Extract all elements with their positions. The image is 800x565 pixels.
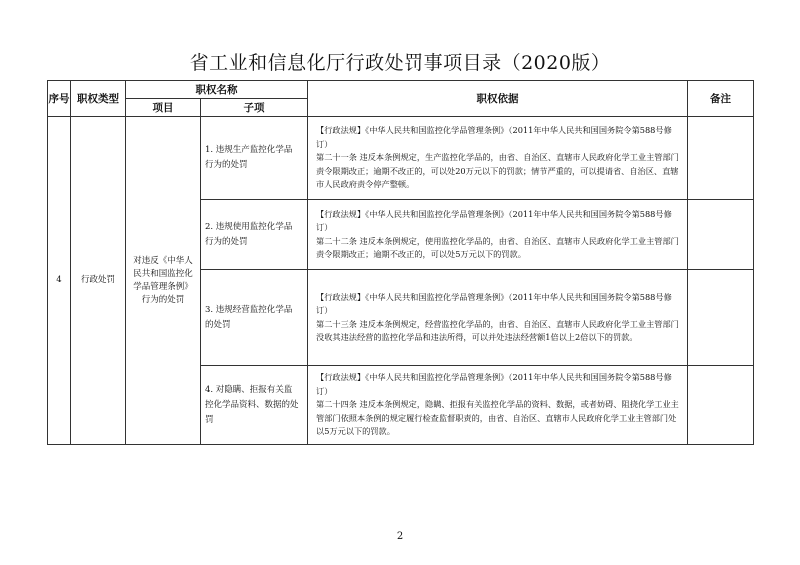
header-seq: 序号 <box>48 81 71 117</box>
document-title: 省工业和信息化厅行政处罚事项目录（2020版） <box>189 52 611 74</box>
header-power-name: 职权名称 <box>126 81 308 99</box>
basis-cell <box>308 200 688 270</box>
subitem-name: 2. 违规使用监控化学品行为的处罚 <box>201 200 308 270</box>
table-row <box>48 117 754 200</box>
penalty-items-table <box>47 80 754 445</box>
subitem-name: 1. 违规生产监控化学品行为的处罚 <box>201 117 308 200</box>
row-seq-cell: 4 <box>48 117 71 445</box>
basis-title: 【行政法规】《中华人民共和国监控化学品管理条例》（2011年中华人民共和国国务院令第588号修订） <box>316 125 672 149</box>
header-item: 项目 <box>126 99 201 117</box>
remarks-cell <box>688 366 754 445</box>
basis-cell <box>308 366 688 445</box>
basis-text: 第二十二条 违反本条例规定，使用监控化学品的，由省、自治区、直辖市人民政府化学工业主管部门责令限期改正；逾期不改正的，可以处5万元以下的罚款。 <box>316 235 679 259</box>
remarks-cell <box>688 270 754 366</box>
basis-title: 【行政法规】《中华人民共和国监控化学品管理条例》（2011年中华人民共和国国务院令第588号修订） <box>316 208 672 232</box>
row-item-cell: 对违反《中华人民共和国监控化学品管理条例》行为的处罚 <box>126 117 201 445</box>
row-power-type-cell: 行政处罚 <box>71 117 126 445</box>
basis-title: 【行政法规】《中华人民共和国监控化学品管理条例》（2011年中华人民共和国国务院令第588号修订） <box>316 372 672 396</box>
header-basis: 职权依据 <box>308 81 688 117</box>
basis-text: 第二十三条 违反本条例规定，经营监控化学品的，由省、自治区、直辖市人民政府化学工业主管部门没收其违法经营的监控化学品和违法所得，可以并处违法经营额1倍以上2倍以下的罚款。 <box>316 318 679 342</box>
basis-text: 第二十一条 违反本条例规定，生产监控化学品的，由省、自治区、直辖市人民政府化学工业主管部门责令限期改正；逾期不改正的，可以处20万元以下的罚款；情节严重的，可以提请省、自治区、直辖市人民政府责令停产整顿。 <box>316 152 679 190</box>
basis-title: 【行政法规】《中华人民共和国监控化学品管理条例》（2011年中华人民共和国国务院令第588号修订） <box>316 291 672 315</box>
remarks-cell <box>688 117 754 200</box>
subitem-name: 3. 违规经营监控化学品的处罚 <box>201 270 308 366</box>
header-power-type: 职权类型 <box>71 81 126 117</box>
basis-cell <box>308 117 688 200</box>
header-subitem: 子项 <box>201 99 308 117</box>
page-number: 2 <box>396 531 404 542</box>
basis-text: 第二十四条 违反本条例规定，隐瞒、拒报有关监控化学品的资料、数据，或者妨碍、阻挠化学工业主管部门依照本条例的规定履行检查监督职责的，由省、自治区、直辖市人民政府化学工业主管部门处以5万元以下的罚款。 <box>316 399 679 437</box>
subitem-name: 4. 对隐瞒、拒报有关监控化学品资料、数据的处罚 <box>201 366 308 445</box>
remarks-cell <box>688 200 754 270</box>
header-remarks: 备注 <box>688 81 754 117</box>
basis-cell <box>308 270 688 366</box>
